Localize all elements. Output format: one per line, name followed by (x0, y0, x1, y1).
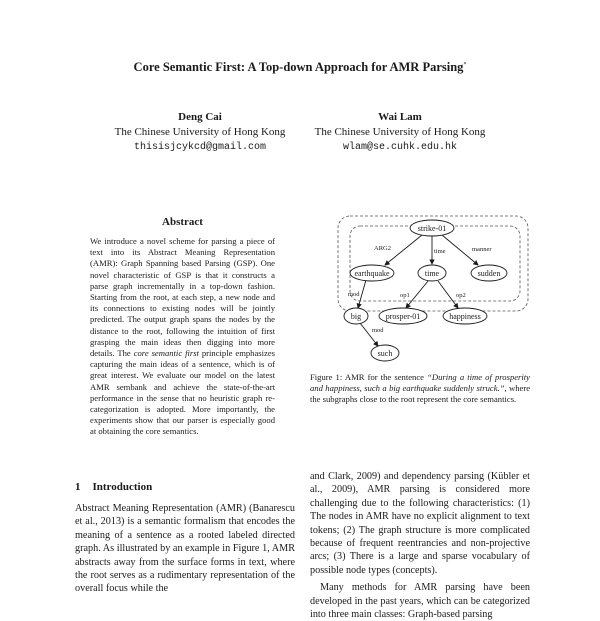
paragraph: and Clark, 2009) and dependency parsing (Kübler et al., 2009), AMR parsing is considered more challenging due to the following characteristics: (1) The nodes in AMR have no explicit alignment to text tokens; (2) The graph structure is more complicated because of frequent reentrancies and non-projective arcs; (3) There is a large and sparse vocabulary of possible node types (concepts). (310, 471, 530, 576)
node-label-time: time (424, 269, 440, 278)
right-column-text (310, 470, 530, 621)
node-label-strike: strike-01 (417, 224, 447, 233)
abstract-emphasis: core semantic first (133, 348, 199, 359)
figure-1 (310, 212, 530, 372)
title-footnote-mark: * (463, 61, 467, 68)
author-block-1 (100, 110, 300, 155)
node-label-sudden: sudden (477, 269, 501, 278)
abstract-heading: Abstract (162, 216, 203, 228)
edge-label-time: time (434, 248, 446, 255)
abstract-text-part1: We introduce a novel scheme for parsing a piece of text into its Abstract Meaning Representation (AMR): Graph Spanning based Parsing (GSP). One novel characteristic of GSP is that it constructs a parse graph incrementally in a top-down fashion. Starting from the root, at each step, a new node and its connections to existing nodes will be jointly predicted. The output graph spans the nodes by the distance to the root, following the intuition of first grasping the main ideas then digging into more details. The (90, 236, 275, 359)
caption-prefix: Figure 1: AMR for the sentence (310, 372, 428, 382)
node-label-big: big (350, 312, 362, 321)
edge-label-arg2: ARG2 (374, 245, 391, 252)
introduction-body: Abstract Meaning Representation (AMR) (Banarescu et al., 2013) is a semantic formalism that encodes the meaning of a sentence as a rooted labeled directed graph. As illustrated by an example in Figure 1, AMR abstracts away from the surface forms in text, where the root serves as a rudimentary representation of the overall focus while the (75, 503, 295, 595)
node-label-prosper: prosper-01 (385, 312, 421, 321)
node-label-such: such (377, 349, 393, 358)
author-name: Wai Lam (378, 111, 422, 123)
author-email: thisisjcykcd@gmail.com (133, 142, 267, 153)
paragraph: Many methods for AMR parsing have been developed in the past years, which can be categorized into three main classes: Graph-based parsing (310, 582, 530, 621)
author-name: Deng Cai (178, 111, 222, 123)
title-text: Core Semantic First: A Top-down Approach for AMR Parsing (133, 60, 464, 74)
author-affiliation: The Chinese University of Hong Kong (114, 126, 286, 138)
edge-label-mod-such: mod (372, 327, 384, 334)
edge-label-op1: op1 (400, 292, 410, 299)
section-number: 1 (75, 481, 81, 493)
inner-subgraph-outline (350, 226, 520, 301)
abstract-text-part2: principle emphasizes capturing the main ideas of a sentence, which is of great interest. We evaluate our model on the latest AMR sembank and achieve the state-of-the-art performance in the sense that no heuristic graph re-categorization is adopted. More importantly, the experiments show that our parser is especially good at obtaining the core semantics. (90, 348, 275, 437)
caption-suffix: , where the subgraphs close to the root represent the core semantics. (310, 383, 531, 405)
introduction-heading (75, 481, 152, 493)
author-block-2 (300, 110, 500, 155)
author-email: wlam@se.cuhk.edu.hk (342, 142, 458, 153)
edge-label-manner: manner (472, 246, 492, 253)
paper-title (0, 60, 600, 75)
author-affiliation: The Chinese University of Hong Kong (314, 126, 486, 138)
caption-quote: “During a time of prosperity and happiness, such a big earthquake suddenly struck.” (310, 372, 530, 394)
node-label-earthquake: earthquake (354, 269, 390, 278)
edge-label-mod: mod (348, 291, 360, 298)
edge-label-op2: op2 (456, 292, 466, 299)
abstract-body (90, 236, 275, 438)
node-label-happiness: happiness (449, 312, 481, 321)
figure-caption (310, 372, 530, 406)
section-title: Introduction (92, 481, 153, 493)
amr-graph (310, 212, 530, 367)
edge-op2 (438, 281, 458, 308)
